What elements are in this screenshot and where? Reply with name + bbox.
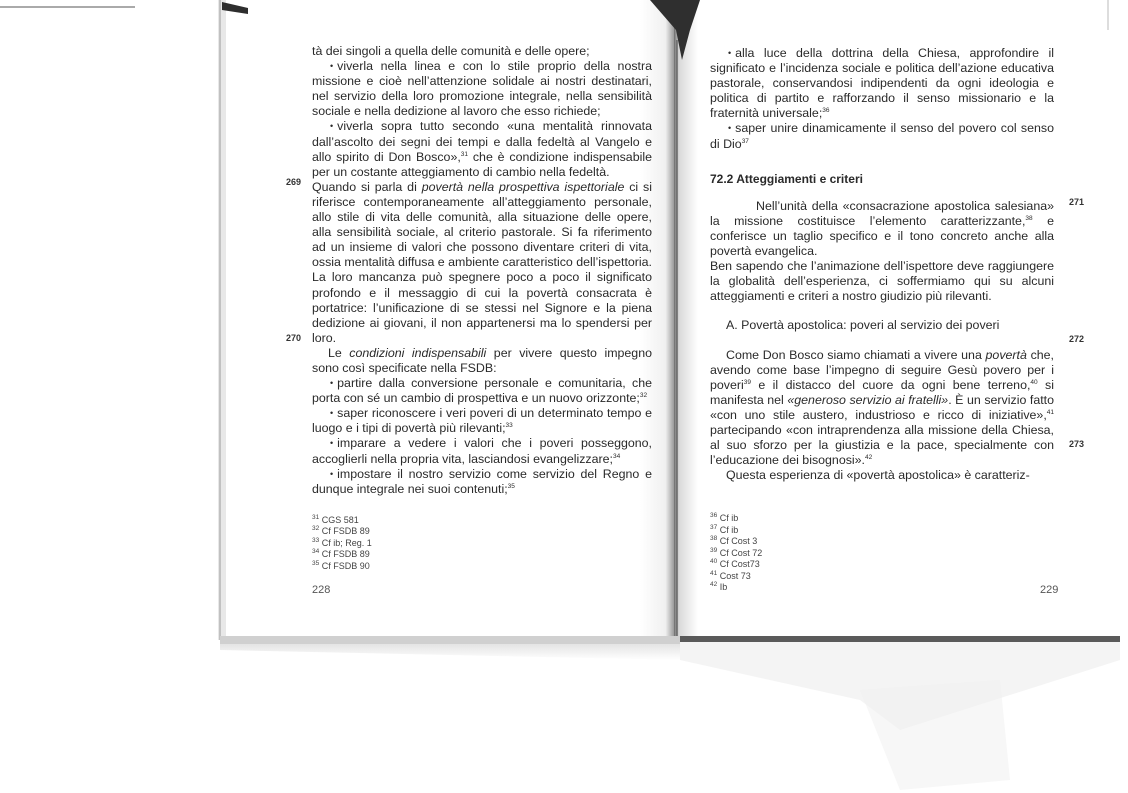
bullet-item: • saper riconoscere i veri poveri di un determinato tempo e luogo e i tipi di povertà più rilevanti;$^{33}$ [312,406,652,436]
margin-number: 271 [1068,197,1084,207]
footnote-ref: 40 [1030,378,1038,386]
page-number: 228 [312,584,331,596]
emphasis: povertà nella prospettiva ispettoriale [421,179,625,194]
paragraph: Nell’unità della «consacrazione apostolica salesiana» la missione costituisce l’elemento caratterizzante,$^{38}$ e conferisce un taglio specifico e il tono concreto anche alla povertà evangelica. [710,198,1054,259]
margin-number: 270 [286,333,302,343]
bullet-icon: • [330,438,334,449]
margin-number: 273 [1068,439,1084,449]
footnotes [710,513,1054,594]
footnote: $^{42}$ Ib [710,581,728,593]
paragraph: Quando si parla di povertà nella prospettiva ispettoriale ci si riferisce contemporaneamente all’atteggiamento personale, allo stile di vita delle comunità, alla situazione delle opere, alla sensibilità sociale, al criterio pastorale. Si fa riferimento ad un insieme di valori che possono diventare criteri di vita, ossia mentalità diffusa e ambiente caratteristico dell’ispettoria. La loro mancanza può spegnere poco a poco il significato profondo e il messaggio di cui la povertà consacrata è portatrice: l’unificazione di se stessi nel Signore e la piena dedizione ai giovani, il non appartenersi ma lo spendersi per loro. [312,179,652,345]
paragraph: Come Don Bosco siamo chiamati a vivere una povertà che, avendo come base l’impegno di seguire Gesù povero per i poveri$^{39}$ e il distacco del cuore da ogni bene terreno,$^{40}$ si manifesta nel «generoso servizio ai fratelli». È un servizio fatto «con uno stile austero, industrioso e ricco di iniziative»,$^{41}$ partecipando «con intraprendenza alla missione della Chiesa, al suo sforzo per la giustizia e la pace, specialmente con l’educazione dei bisognosi».$^{42}$ [710,347,1054,468]
footnote-ref: 36 [822,107,830,115]
paragraph: tà dei singoli a quella delle comunità e delle opere; [312,44,590,58]
margin-number: 272 [1068,334,1084,344]
footnote-ref: 35 [507,482,515,490]
footnote: $^{41}$ Cost 73 [710,569,751,581]
footnote: $^{40}$ Cf Cost73 [710,558,760,570]
bullet-item: • imparare a vedere i valori che i poveri posseggono, accoglierli nella propria vita, lasciandosi evangelizzare;$^{34}$ [312,436,652,466]
section-heading: 72.2 Atteggiamenti e criteri [710,171,863,186]
right-page [710,46,1084,594]
footnote-ref: 42 [865,454,873,462]
subsection-heading: A. Povertà apostolica: poveri al servizio dei poveri [726,318,1000,333]
footnote: $^{34}$ Cf FSDB 89 [312,548,370,560]
bullet-icon: • [330,378,334,389]
footnote-ref: 31 [460,150,469,158]
left-page [286,44,652,572]
bullet-icon: • [728,123,732,134]
bullet-item: • partire dalla conversione personale e comunitaria, che porta con sé un cambio di prospettiva e un nuovo orizzonte;$^{32}$ [312,376,652,406]
margin-number: 269 [286,177,302,187]
footnote-ref: 37 [741,137,749,145]
bullet-item: • viverla nella linea e con lo stile proprio della nostra missione e cioè nell’attenzione solidale ai nostri destinatari, nel servizio della loro promozione integrale, nella sensibilità sociale e nella dedizione al lavoro che esso richiede; [312,59,652,119]
footnote-ref: 34 [612,452,621,460]
emphasis: povertà [985,347,1027,362]
bullet-item: • alla luce della dottrina della Chiesa, approfondire il significato e l’incidenza sociale e politica dell’azione educativa pastorale, conservandosi indipendenti da ogni ideologia e politica di partito e rafforzando il senso missionario e la fraternità universale;$^{36}$ [710,46,1054,121]
emphasis: condizioni indispensabili [349,345,487,360]
bullet-icon: • [330,61,334,72]
footnote: $^{36}$ Cf ib [710,512,739,524]
footnote-ref: 32 [639,392,648,400]
footnotes [312,515,652,573]
page-number: 229 [1040,584,1059,596]
paragraph: Questa esperienza di «povertà apostolica» è caratteriz- [726,468,1030,483]
footnote: $^{35}$ Cf FSDB 90 [312,559,370,571]
footnote: $^{31}$ CGS 581 [312,513,359,525]
bullet-item: • viverla sopra tutto secondo «una mentalità rinnovata dall’ascolto dei segni dei tempi e dalla fedeltà al Vangelo e allo spirito di Don Bosco»,$^{31}$ che è condizione indispensabile per un costante atteggiamento di cambio nella fedeltà. [312,119,652,179]
emphasis: «generoso servizio ai fratelli» [787,392,949,407]
footnote-ref: 39 [743,378,751,386]
paragraph: Le condizioni indispensabili per vivere questo impegno sono così specificate nella FSDB: [312,345,652,375]
paragraph: Ben sapendo che l’animazione dell’ispettore deve raggiungere la globalità dell’esperienza, ci soffermiamo qui su alcuni atteggiamenti e criteri a nostro giudizio più rilevanti. [710,259,1054,304]
footnote: $^{37}$ Cf ib [710,523,739,535]
bullet-item: • impostare il nostro servizio come servizio del Regno e dunque integrale nei suoi contenuti;$^{35}$ [312,466,652,496]
footnote-ref: 33 [505,422,513,430]
bullet-icon: • [330,121,334,132]
footnote-ref: 41 [1046,408,1054,416]
footnote-ref: 38 [1025,214,1033,222]
footnote: $^{32}$ Cf FSDB 89 [312,525,370,537]
bullet-icon: • [330,468,334,479]
bullet-icon: • [330,408,334,419]
footnote: $^{38}$ Cf Cost 3 [710,535,758,547]
footnote: $^{39}$ Cf Cost 72 [710,546,763,558]
footnote: $^{33}$ Cf ib; Reg. 1 [312,536,372,548]
bullet-item: • saper unire dinamicamente il senso del povero col senso di Dio$^{37}$ [710,121,1054,151]
bullet-icon: • [728,48,732,58]
